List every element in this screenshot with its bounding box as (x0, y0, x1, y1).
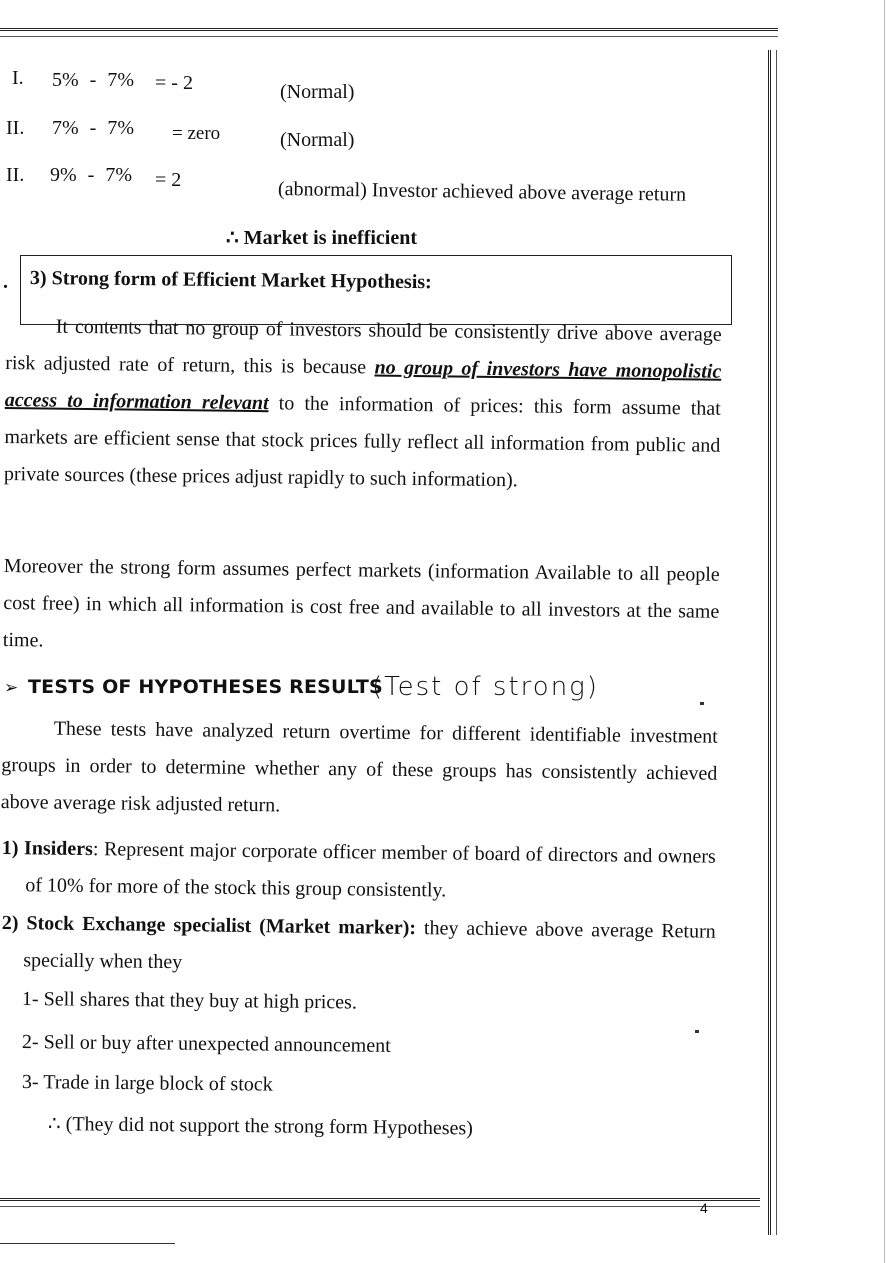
moreover-paragraph: Moreover the strong form assumes perfect markets (information Available to all people cost free) in which all information is cost free and available to all investors at the same time. (2, 554, 720, 652)
crop-line (0, 1243, 175, 1244)
item-specialist-text: they achieve above average Return specially when they (23, 917, 716, 974)
eq-3-note: (abnormal) Investor achieved above average return (277, 178, 687, 206)
eq-2-note: (Normal) (280, 129, 355, 151)
eq-1-roman: I. (12, 67, 24, 89)
item-insiders (1, 830, 716, 913)
page-border-bottom-inner (0, 1206, 760, 1207)
page-number: 4 (700, 1200, 708, 1216)
tests-bullet-icon: ➢ (4, 678, 19, 698)
strong-para-part1: It contents that no group of investors should be consistently drive above average risk adjusted rate of return, this is because (5, 315, 722, 379)
strong-form-paragraph (4, 308, 722, 502)
tests-paragraph: These tests have analyzed return overtime for different identifiable investment groups in order to determine whether any of these groups has consistently achieved above average risk adjusted return. (0, 717, 718, 817)
stray-mark (700, 702, 704, 705)
strong-para-part2: to the information of prices: this form assume that markets are efficient sense that stock prices fully reflect all information from public and private sources (these prices adjust rapidly to such information). (3, 392, 721, 492)
eq-2-result: = zero (172, 123, 221, 144)
sub-item-3: 3- Trade in large block of stock (21, 1071, 273, 1096)
page-border-right-inner (776, 50, 777, 1235)
page-border-top (0, 28, 778, 31)
sub-item-2: 2- Sell or buy after unexpected announcement (21, 1031, 391, 1057)
item-specialist-label: 2) Stock Exchange specialist (Market marker): (1, 911, 417, 940)
stray-mark (695, 1030, 699, 1033)
strong-para-underlined: no group of investors have monopolistic access to information relevant (4, 356, 722, 415)
strong-form-heading: 3) Strong form of Efficient Market Hypothesis: (29, 267, 432, 294)
eq-3-result: = 2 (155, 169, 182, 191)
eq-1-result: = - 2 (155, 72, 193, 94)
tests-heading-handwritten-note: (Test of strong) (372, 672, 599, 702)
eq-3-expr: 9% - 7% (50, 164, 132, 186)
eq-3-roman: II. (6, 164, 25, 186)
tests-heading-title: TESTS OF HYPOTHESES RESULTS (28, 676, 383, 698)
eq-2-expr: 7% - 7% (52, 117, 134, 139)
eq-1-expr: 5% - 7% (52, 69, 134, 91)
item-insiders-text: : Represent major corporate officer member of board of directors and owners of 10% for more of the stock this group consistently. (25, 838, 716, 902)
conclusion-not-supported: ∴ (They did not support the strong form Hypotheses) (47, 1113, 473, 1140)
item-insiders-label: 1) Insiders (1, 836, 94, 861)
conclusion-market-inefficient: ∴ Market is inefficient (226, 227, 418, 249)
sub-item-1: 1- Sell shares that they buy at high prices. (21, 988, 358, 1014)
eq-2-roman: II. (6, 117, 25, 139)
page-border-top-inner (0, 36, 778, 37)
eq-1-note: (Normal) (280, 81, 355, 103)
item-stock-exchange-specialist (1, 905, 716, 988)
heading-bullet: . (3, 271, 8, 293)
scan-edge-line (884, 0, 885, 1263)
page-border-bottom (0, 1198, 760, 1201)
page-border-right (768, 50, 771, 1235)
